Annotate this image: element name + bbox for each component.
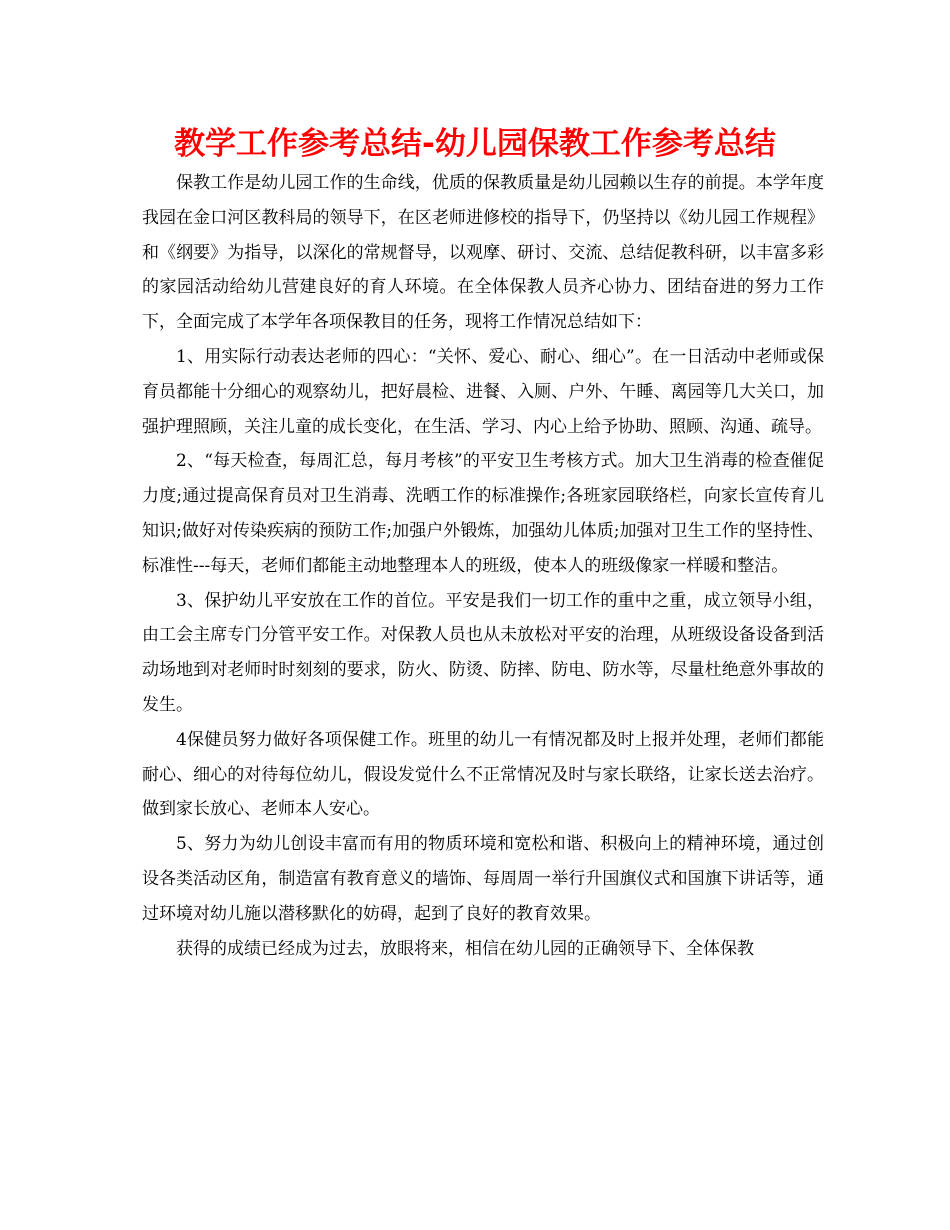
document-title: 教学工作参考总结-幼儿园保教工作参考总结 — [174, 126, 776, 162]
paragraph-item-3: 3、保护幼儿平安放在工作的首位。平安是我们一切工作的重中之重，成立领导小组，由工会主席专门分管平安工作。对保教人员也从未放松对平安的治理，从班级设备设备到活动场地到对老师时时刻刻的要求，防火、防烫、防摔、防电、防水等，尽量杜绝意外事故的发生。 — [142, 590, 824, 715]
paragraph-item-2: 2、“每天检查，每周汇总，每月考核”的平安卫生考核方式。加大卫生消毒的检查催促力度;通过提高保育员对卫生消毒、洗晒工作的标准操作;各班家园联络栏，向家长宣传育儿知识;做好对传染疾病的预防工作;加强户外锻炼，加强幼儿体质;加强对卫生工作的坚持性、标准性---每天，老师们都能主动地整理本人的班级，使本人的班级像家一样暖和整洁。 — [142, 451, 824, 576]
paragraph-item-4: 4保健员努力做好各项保健工作。班里的幼儿一有情况都及时上报并处理，老师们都能耐心、细心的对待每位幼儿，假设发觉什么不正常情况及时与家长联络，让家长送去治疗。做到家长放心、老师本人安心。 — [142, 729, 824, 820]
paragraph-item-1: 1、用实际行动表达老师的四心：“关怀、爱心、耐心、细心”。在一日活动中老师或保育员都能十分细心的观察幼儿，把好晨检、进餐、入厕、户外、午睡、离园等几大关口，加强护理照顾，关注儿童的成长变化，在生活、学习、内心上给予协助、照顾、沟通、疏导。 — [142, 346, 824, 437]
document-body — [142, 166, 824, 966]
paragraph-intro: 保教工作是幼儿园工作的生命线，优质的保教质量是幼儿园赖以生存的前提。本学年度我园在金口河区教科局的领导下，在区老师进修校的指导下，仍坚持以《幼儿园工作规程》和《纲要》为指导，以深化的常规督导，以观摩、研讨、交流、总结促教科研，以丰富多彩的家园活动给幼儿营建良好的育人环境。在全体保教人员齐心协力、团结奋进的努力工作下，全面完成了本学年各项保教目的任务，现将工作情况总结如下： — [142, 173, 824, 333]
paragraph-conclusion: 获得的成绩已经成为过去，放眼将来，相信在幼儿园的正确领导下、全体保教 — [176, 938, 754, 959]
paragraph-item-5: 5、努力为幼儿创设丰富而有用的物质环境和宽松和谐、积极向上的精神环境，通过创设各类活动区角，制造富有教育意义的墙饰、每周周一举行升国旗仪式和国旗下讲话等，通过环境对幼儿施以潜移默化的妨碍，起到了良好的教育效果。 — [142, 834, 824, 924]
